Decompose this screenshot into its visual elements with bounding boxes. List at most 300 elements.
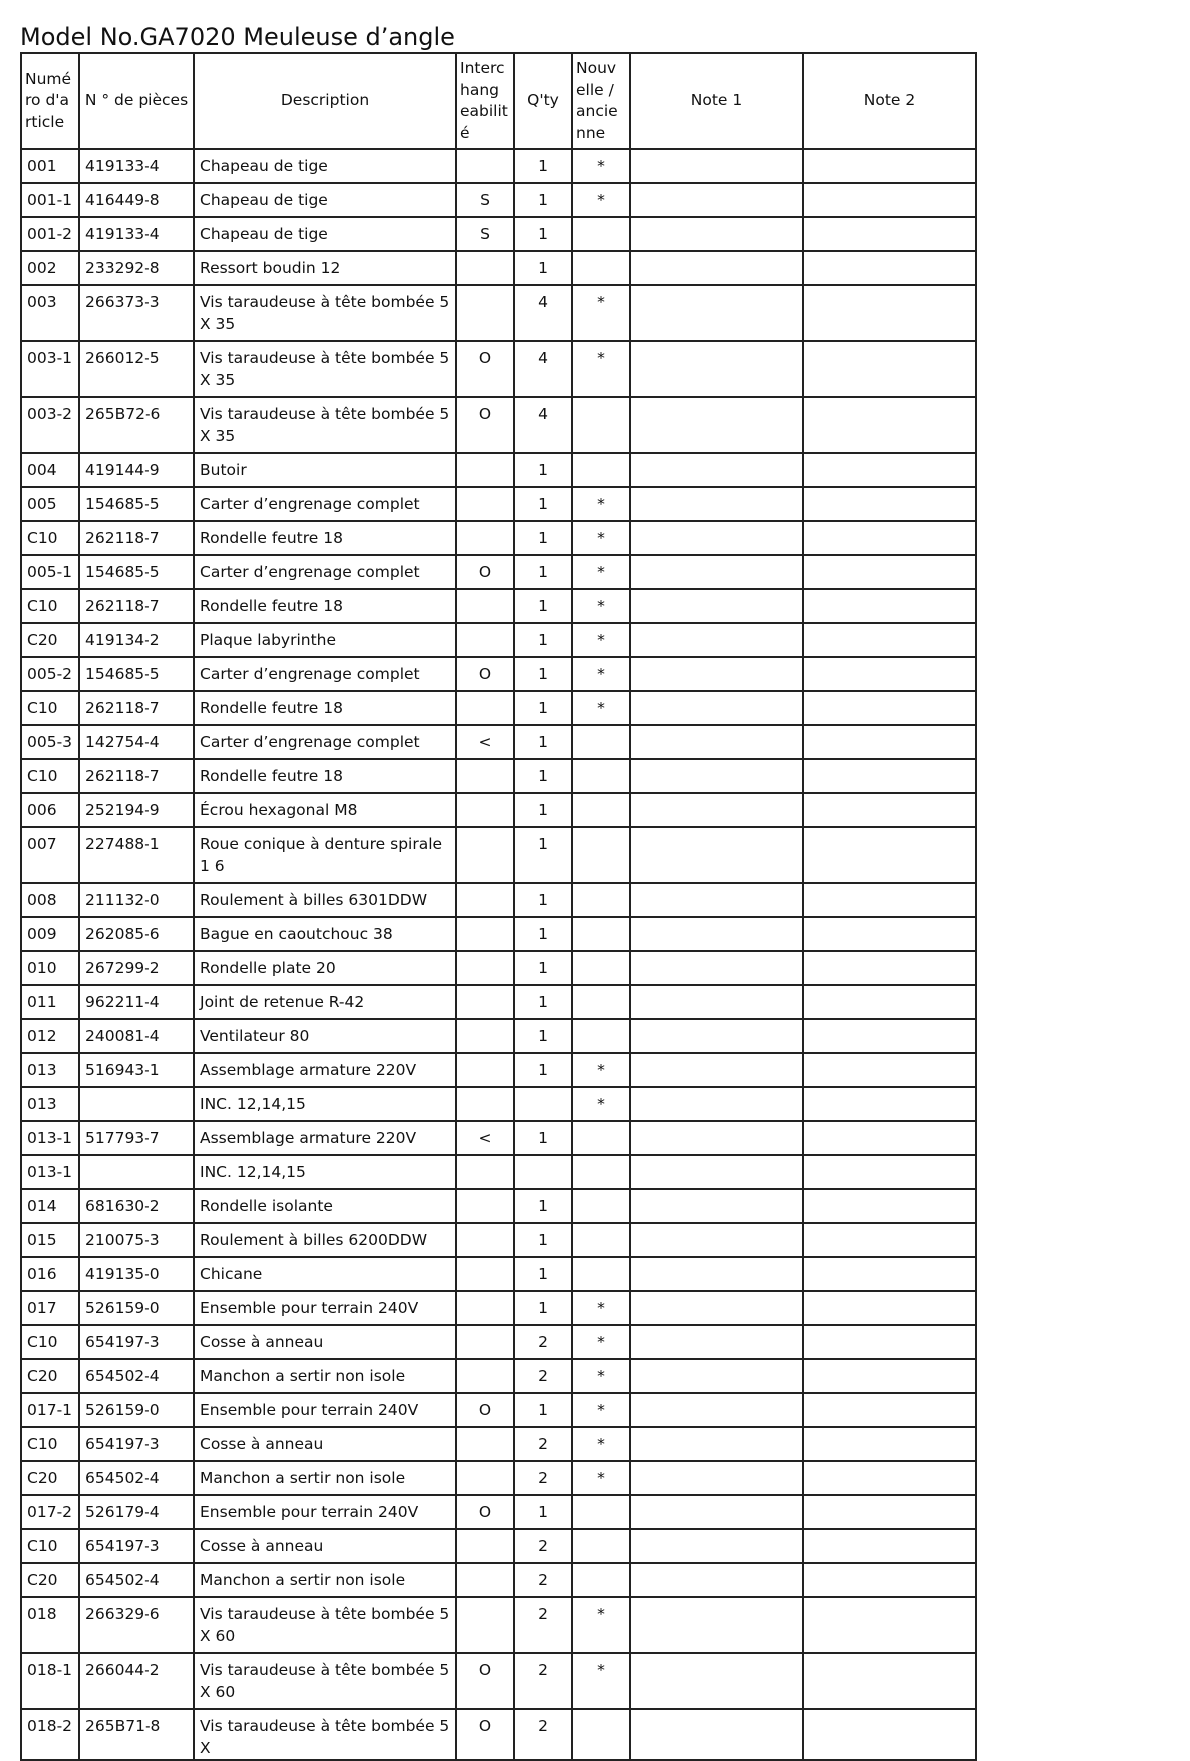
note1-cell (630, 1019, 803, 1053)
new-old-cell (572, 251, 630, 285)
note1-cell (630, 1597, 803, 1653)
table-row (21, 1359, 976, 1393)
table-row (21, 397, 976, 453)
quantity-cell: 2 (514, 1653, 572, 1709)
note1-cell (630, 1461, 803, 1495)
quantity-cell: 2 (514, 1461, 572, 1495)
new-old-cell (572, 1155, 630, 1189)
note1-cell (630, 1495, 803, 1529)
item-number-cell: 013-1 (21, 1155, 79, 1189)
description-cell: Rondelle feutre 18 (194, 759, 456, 793)
note1-cell (630, 1257, 803, 1291)
part-number-cell: 654197-3 (79, 1325, 194, 1359)
note2-cell (803, 1019, 976, 1053)
quantity-cell: 1 (514, 1189, 572, 1223)
note2-cell (803, 1291, 976, 1325)
quantity-cell: 1 (514, 951, 572, 985)
interchangeability-cell (456, 487, 514, 521)
part-number-cell: 210075-3 (79, 1223, 194, 1257)
note1-cell (630, 487, 803, 521)
interchangeability-cell (456, 453, 514, 487)
new-old-cell (572, 883, 630, 917)
part-number-cell: 233292-8 (79, 251, 194, 285)
new-old-cell (572, 827, 630, 883)
description-cell: Bague en caoutchouc 38 (194, 917, 456, 951)
interchangeability-cell (456, 985, 514, 1019)
note1-cell (630, 1325, 803, 1359)
table-row (21, 1053, 976, 1087)
description-cell: INC. 12,14,15 (194, 1087, 456, 1121)
part-number-cell: 654197-3 (79, 1529, 194, 1563)
table-row (21, 1325, 976, 1359)
quantity-cell: 1 (514, 487, 572, 521)
note1-cell (630, 1223, 803, 1257)
description-cell: Ensemble pour terrain 240V (194, 1393, 456, 1427)
interchangeability-cell: O (456, 1495, 514, 1529)
quantity-cell: 1 (514, 1257, 572, 1291)
new-old-cell: * (572, 149, 630, 183)
item-number-cell: 007 (21, 827, 79, 883)
quantity-cell: 1 (514, 883, 572, 917)
note2-cell (803, 1257, 976, 1291)
quantity-cell: 2 (514, 1597, 572, 1653)
new-old-cell: * (572, 521, 630, 555)
description-cell: Rondelle feutre 18 (194, 521, 456, 555)
table-row (21, 883, 976, 917)
item-number-cell: 003-1 (21, 341, 79, 397)
item-number-cell: 001-2 (21, 217, 79, 251)
new-old-cell: * (572, 1461, 630, 1495)
note1-cell (630, 217, 803, 251)
item-number-cell: 013 (21, 1053, 79, 1087)
note2-cell (803, 555, 976, 589)
new-old-cell: * (572, 1393, 630, 1427)
part-number-cell: 654197-3 (79, 1427, 194, 1461)
note2-cell (803, 883, 976, 917)
description-cell: Manchon a sertir non isole (194, 1461, 456, 1495)
quantity-cell: 1 (514, 1393, 572, 1427)
quantity-cell: 4 (514, 285, 572, 341)
description-cell: Rondelle feutre 18 (194, 589, 456, 623)
part-number-cell: 154685-5 (79, 487, 194, 521)
part-number-cell: 154685-5 (79, 657, 194, 691)
quantity-cell: 1 (514, 1053, 572, 1087)
note2-cell (803, 1223, 976, 1257)
note2-cell (803, 149, 976, 183)
new-old-cell: * (572, 1427, 630, 1461)
item-number-cell: 001-1 (21, 183, 79, 217)
table-row (21, 1121, 976, 1155)
note1-cell (630, 285, 803, 341)
interchangeability-cell (456, 1189, 514, 1223)
note2-cell (803, 589, 976, 623)
interchangeability-cell (456, 285, 514, 341)
interchangeability-cell (456, 251, 514, 285)
note1-cell (630, 725, 803, 759)
note1-cell (630, 589, 803, 623)
note1-cell (630, 521, 803, 555)
part-number-cell: 262118-7 (79, 691, 194, 725)
interchangeability-cell: O (456, 341, 514, 397)
interchangeability-cell: S (456, 183, 514, 217)
item-number-cell: C20 (21, 1563, 79, 1597)
part-number-cell: 240081-4 (79, 1019, 194, 1053)
note2-cell (803, 657, 976, 691)
note2-cell (803, 793, 976, 827)
description-cell: Manchon a sertir non isole (194, 1359, 456, 1393)
part-number-cell: 262118-7 (79, 589, 194, 623)
quantity-cell: 1 (514, 453, 572, 487)
new-old-cell: * (572, 285, 630, 341)
new-old-cell: * (572, 657, 630, 691)
table-row (21, 1563, 976, 1597)
new-old-cell (572, 1495, 630, 1529)
interchangeability-cell (456, 1461, 514, 1495)
quantity-cell: 1 (514, 521, 572, 555)
part-number-cell: 419133-4 (79, 149, 194, 183)
note1-cell (630, 1291, 803, 1325)
interchangeability-cell: O (456, 657, 514, 691)
description-cell: INC. 12,14,15 (194, 1155, 456, 1189)
note2-cell (803, 1087, 976, 1121)
part-number-cell: 516943-1 (79, 1053, 194, 1087)
new-old-cell (572, 1019, 630, 1053)
table-row (21, 1393, 976, 1427)
item-number-cell: 016 (21, 1257, 79, 1291)
description-cell: Rondelle isolante (194, 1189, 456, 1223)
item-number-cell: 005-2 (21, 657, 79, 691)
quantity-cell (514, 1087, 572, 1121)
note1-cell (630, 183, 803, 217)
table-row (21, 1155, 976, 1189)
note1-cell (630, 397, 803, 453)
table-row (21, 1597, 976, 1653)
interchangeability-cell (456, 1087, 514, 1121)
interchangeability-cell (456, 1325, 514, 1359)
item-number-cell: C10 (21, 589, 79, 623)
item-number-cell: 005 (21, 487, 79, 521)
header-qty: Q'ty (514, 53, 572, 149)
table-row (21, 1529, 976, 1563)
table-row (21, 341, 976, 397)
table-row (21, 285, 976, 341)
interchangeability-cell: O (456, 1709, 514, 1760)
description-cell: Roulement à billes 6301DDW (194, 883, 456, 917)
item-number-cell: 018 (21, 1597, 79, 1653)
table-row (21, 1019, 976, 1053)
part-number-cell: 266329-6 (79, 1597, 194, 1653)
new-old-cell (572, 951, 630, 985)
interchangeability-cell (456, 521, 514, 555)
note2-cell (803, 1393, 976, 1427)
note1-cell (630, 657, 803, 691)
interchangeability-cell: S (456, 217, 514, 251)
item-number-cell: 006 (21, 793, 79, 827)
table-row (21, 725, 976, 759)
description-cell: Assemblage armature 220V (194, 1053, 456, 1087)
table-row (21, 1495, 976, 1529)
interchangeability-cell (456, 1257, 514, 1291)
description-cell: Ensemble pour terrain 240V (194, 1291, 456, 1325)
table-row (21, 1223, 976, 1257)
note2-cell (803, 1495, 976, 1529)
quantity-cell: 2 (514, 1427, 572, 1461)
item-number-cell: 009 (21, 917, 79, 951)
description-cell: Vis taraudeuse à tête bombée 5X 60 (194, 1653, 456, 1709)
item-number-cell: 003 (21, 285, 79, 341)
quantity-cell: 1 (514, 1121, 572, 1155)
interchangeability-cell (456, 1019, 514, 1053)
new-old-cell (572, 725, 630, 759)
note1-cell (630, 1653, 803, 1709)
part-number-cell: 262085-6 (79, 917, 194, 951)
description-cell: Écrou hexagonal M8 (194, 793, 456, 827)
note1-cell (630, 149, 803, 183)
item-number-cell: C10 (21, 521, 79, 555)
table-row (21, 623, 976, 657)
note1-cell (630, 1359, 803, 1393)
table-row (21, 1427, 976, 1461)
quantity-cell: 1 (514, 251, 572, 285)
description-cell: Vis taraudeuse à tête bombée 5X 35 (194, 341, 456, 397)
item-number-cell: 002 (21, 251, 79, 285)
part-number-cell: 962211-4 (79, 985, 194, 1019)
part-number-cell: 262118-7 (79, 521, 194, 555)
new-old-cell (572, 453, 630, 487)
new-old-cell (572, 793, 630, 827)
new-old-cell: * (572, 589, 630, 623)
item-number-cell: 005-1 (21, 555, 79, 589)
interchangeability-cell: O (456, 397, 514, 453)
quantity-cell: 1 (514, 1291, 572, 1325)
item-number-cell: C10 (21, 759, 79, 793)
description-cell: Ventilateur 80 (194, 1019, 456, 1053)
description-cell: Chapeau de tige (194, 149, 456, 183)
description-cell: Carter d’engrenage complet (194, 725, 456, 759)
description-cell: Cosse à anneau (194, 1427, 456, 1461)
interchangeability-cell: O (456, 1653, 514, 1709)
quantity-cell: 1 (514, 183, 572, 217)
quantity-cell: 1 (514, 827, 572, 883)
header-row (21, 53, 976, 149)
item-number-cell: 014 (21, 1189, 79, 1223)
table-row (21, 985, 976, 1019)
part-number-cell: 526179-4 (79, 1495, 194, 1529)
note2-cell (803, 917, 976, 951)
part-number-cell: 262118-7 (79, 759, 194, 793)
new-old-cell (572, 1257, 630, 1291)
table-row (21, 251, 976, 285)
quantity-cell: 1 (514, 759, 572, 793)
note1-cell (630, 453, 803, 487)
note1-cell (630, 793, 803, 827)
description-cell: Vis taraudeuse à tête bombée 5X (194, 1709, 456, 1760)
note1-cell (630, 1189, 803, 1223)
note2-cell (803, 1155, 976, 1189)
quantity-cell: 1 (514, 657, 572, 691)
new-old-cell: * (572, 341, 630, 397)
item-number-cell: 003-2 (21, 397, 79, 453)
interchangeability-cell (456, 759, 514, 793)
quantity-cell: 1 (514, 1495, 572, 1529)
interchangeability-cell (456, 623, 514, 657)
item-number-cell: 017-2 (21, 1495, 79, 1529)
new-old-cell: * (572, 487, 630, 521)
parts-table-body (21, 149, 976, 1760)
note1-cell (630, 827, 803, 883)
part-number-cell: 681630-2 (79, 1189, 194, 1223)
note2-cell (803, 1121, 976, 1155)
description-cell: Carter d’engrenage complet (194, 657, 456, 691)
note2-cell (803, 1563, 976, 1597)
note1-cell (630, 1393, 803, 1427)
table-row (21, 1709, 976, 1760)
note2-cell (803, 217, 976, 251)
header-item-no: Numé ro d'a rticle (21, 53, 79, 149)
header-description: Description (194, 53, 456, 149)
note1-cell (630, 1121, 803, 1155)
item-number-cell: 013-1 (21, 1121, 79, 1155)
part-number-cell: 252194-9 (79, 793, 194, 827)
new-old-cell: * (572, 1597, 630, 1653)
note2-cell (803, 691, 976, 725)
part-number-cell: 154685-5 (79, 555, 194, 589)
new-old-cell: * (572, 183, 630, 217)
interchangeability-cell (456, 883, 514, 917)
note1-cell (630, 917, 803, 951)
table-row (21, 1257, 976, 1291)
note1-cell (630, 341, 803, 397)
table-row (21, 1461, 976, 1495)
description-cell: Plaque labyrinthe (194, 623, 456, 657)
part-number-cell: 266044-2 (79, 1653, 194, 1709)
note2-cell (803, 1189, 976, 1223)
description-cell: Assemblage armature 220V (194, 1121, 456, 1155)
part-number-cell: 266373-3 (79, 285, 194, 341)
item-number-cell: 018-1 (21, 1653, 79, 1709)
note2-cell (803, 341, 976, 397)
new-old-cell (572, 759, 630, 793)
item-number-cell: 005-3 (21, 725, 79, 759)
interchangeability-cell (456, 1155, 514, 1189)
quantity-cell: 4 (514, 341, 572, 397)
header-part-no: N ° de pièces (79, 53, 194, 149)
interchangeability-cell (456, 917, 514, 951)
quantity-cell: 1 (514, 1019, 572, 1053)
description-cell: Rondelle feutre 18 (194, 691, 456, 725)
header-interchangeability: Interc hang eabilit é (456, 53, 514, 149)
interchangeability-cell: < (456, 1121, 514, 1155)
table-row (21, 1653, 976, 1709)
note2-cell (803, 1653, 976, 1709)
item-number-cell: 012 (21, 1019, 79, 1053)
quantity-cell: 1 (514, 691, 572, 725)
item-number-cell: 013 (21, 1087, 79, 1121)
note2-cell (803, 759, 976, 793)
description-cell: Butoir (194, 453, 456, 487)
table-row (21, 691, 976, 725)
note1-cell (630, 1155, 803, 1189)
item-number-cell: 011 (21, 985, 79, 1019)
description-cell: Roulement à billes 6200DDW (194, 1223, 456, 1257)
note1-cell (630, 951, 803, 985)
part-number-cell: 654502-4 (79, 1461, 194, 1495)
part-number-cell: 517793-7 (79, 1121, 194, 1155)
note2-cell (803, 1427, 976, 1461)
item-number-cell: C20 (21, 1359, 79, 1393)
part-number-cell: 266012-5 (79, 341, 194, 397)
item-number-cell: C20 (21, 1461, 79, 1495)
quantity-cell: 2 (514, 1709, 572, 1760)
part-number-cell: 265B71-8 (79, 1709, 194, 1760)
quantity-cell: 1 (514, 623, 572, 657)
note2-cell (803, 1461, 976, 1495)
new-old-cell (572, 917, 630, 951)
note2-cell (803, 1053, 976, 1087)
table-row (21, 657, 976, 691)
note1-cell (630, 759, 803, 793)
new-old-cell: * (572, 1325, 630, 1359)
note1-cell (630, 691, 803, 725)
quantity-cell: 1 (514, 793, 572, 827)
note2-cell (803, 285, 976, 341)
note2-cell (803, 1325, 976, 1359)
parts-table (20, 52, 977, 1761)
table-row (21, 759, 976, 793)
description-cell: Cosse à anneau (194, 1529, 456, 1563)
interchangeability-cell (456, 1053, 514, 1087)
new-old-cell (572, 985, 630, 1019)
part-number-cell: 416449-8 (79, 183, 194, 217)
note2-cell (803, 487, 976, 521)
note2-cell (803, 725, 976, 759)
table-row (21, 793, 976, 827)
interchangeability-cell: O (456, 555, 514, 589)
table-row (21, 217, 976, 251)
note1-cell (630, 1709, 803, 1760)
note2-cell (803, 521, 976, 555)
new-old-cell (572, 397, 630, 453)
table-row (21, 183, 976, 217)
interchangeability-cell (456, 589, 514, 623)
note2-cell (803, 827, 976, 883)
new-old-cell (572, 1529, 630, 1563)
table-row (21, 1291, 976, 1325)
header-new-old: Nouv elle / ancie nne (572, 53, 630, 149)
interchangeability-cell (456, 1563, 514, 1597)
table-row (21, 521, 976, 555)
new-old-cell: * (572, 1087, 630, 1121)
description-cell: Joint de retenue R-42 (194, 985, 456, 1019)
new-old-cell: * (572, 1053, 630, 1087)
part-number-cell: 526159-0 (79, 1393, 194, 1427)
item-number-cell: 008 (21, 883, 79, 917)
new-old-cell (572, 217, 630, 251)
quantity-cell: 1 (514, 149, 572, 183)
description-cell: Carter d’engrenage complet (194, 487, 456, 521)
interchangeability-cell (456, 1597, 514, 1653)
note2-cell (803, 951, 976, 985)
item-number-cell: C10 (21, 1325, 79, 1359)
note1-cell (630, 1529, 803, 1563)
note2-cell (803, 1597, 976, 1653)
item-number-cell: 017 (21, 1291, 79, 1325)
part-number-cell: 419133-4 (79, 217, 194, 251)
table-row (21, 1189, 976, 1223)
part-number-cell: 211132-0 (79, 883, 194, 917)
description-cell: Chapeau de tige (194, 183, 456, 217)
note1-cell (630, 883, 803, 917)
